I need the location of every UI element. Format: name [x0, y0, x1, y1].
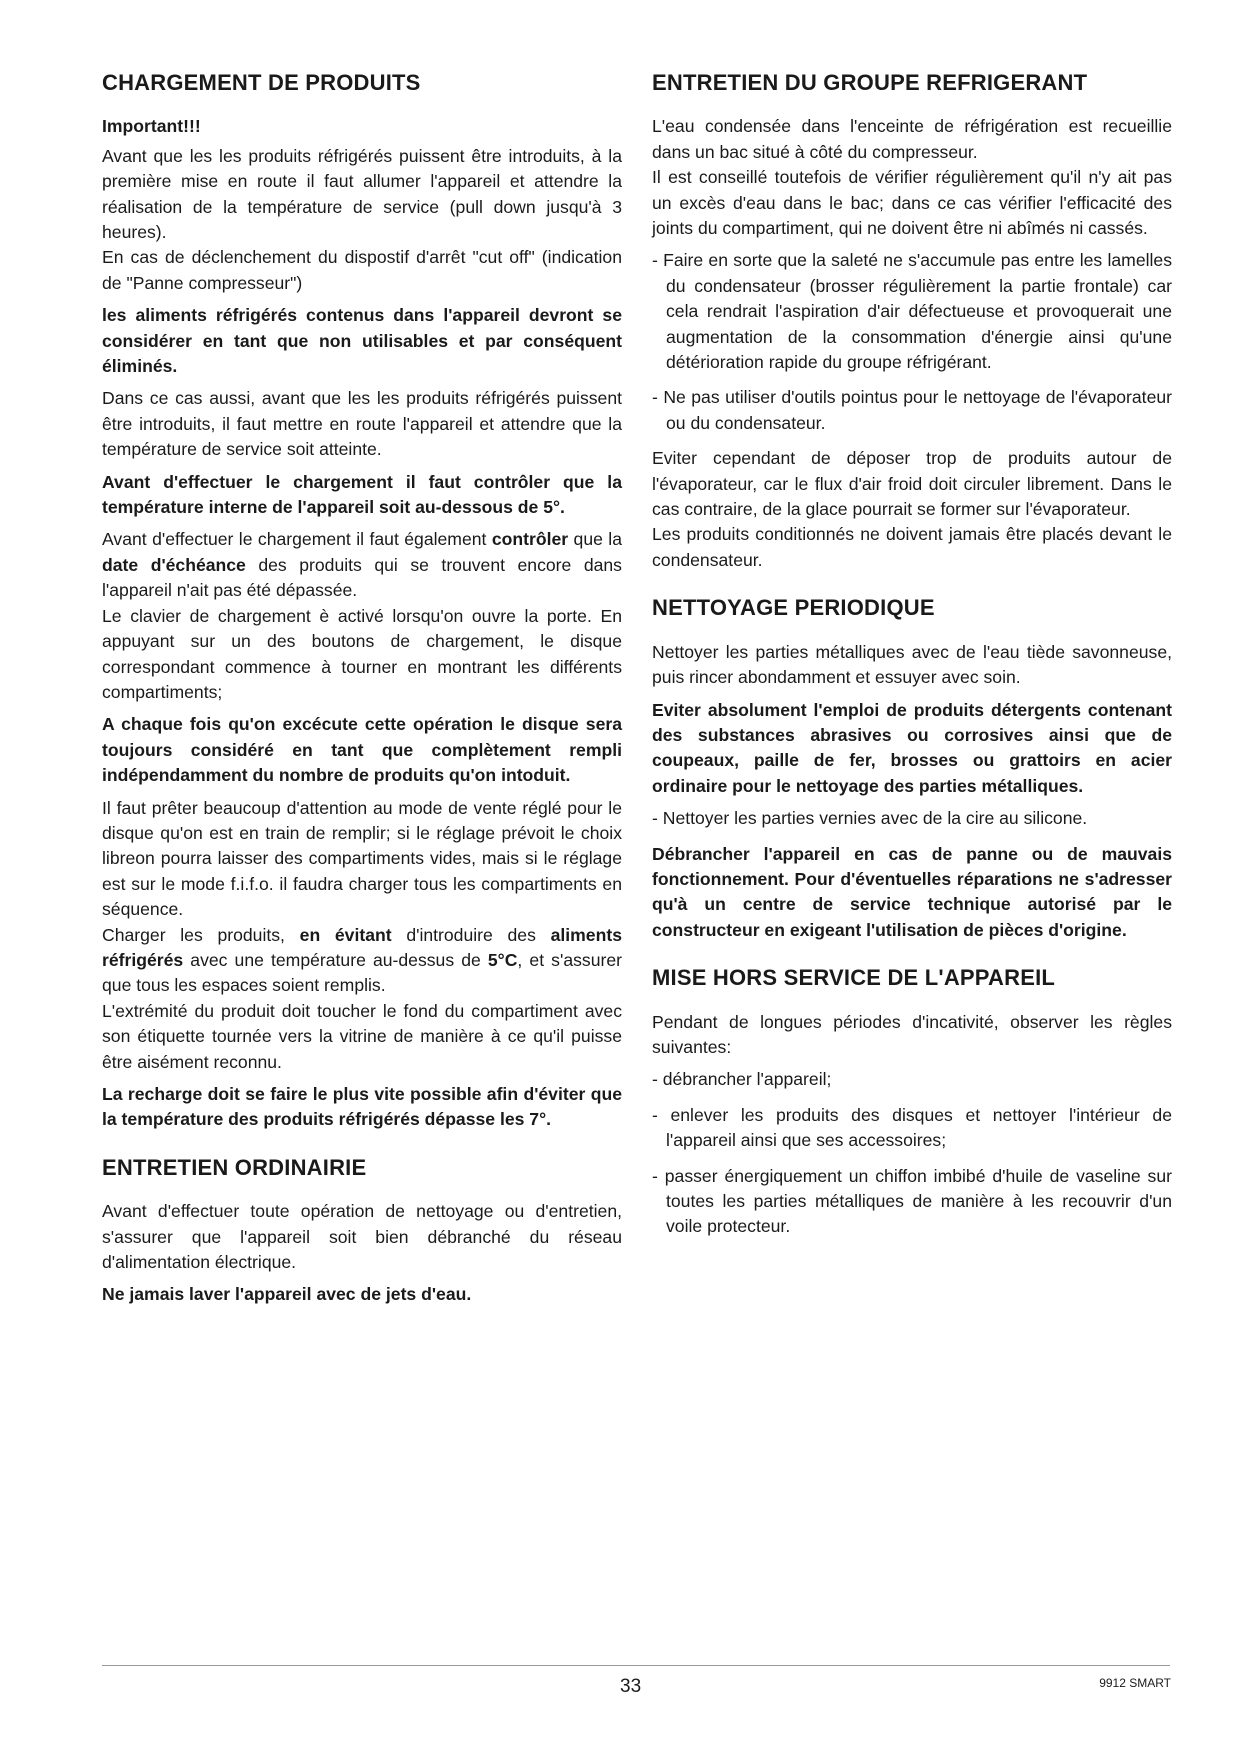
warning-paragraph: A chaque fois qu'on excécute cette opération le disque sera toujours considéré en tant que complètement rempli indépendamment du nombre de produits qu'on intoduit.: [102, 714, 622, 786]
heading-entretien-ordinaire: ENTRETIEN ORDINAIRIE: [102, 1154, 367, 1180]
paragraph: Les produits conditionnés ne doivent jamais être placés devant le condensateur.: [652, 524, 1172, 570]
model-code: 9912 SMART: [1099, 1676, 1171, 1690]
paragraph: Avant que les les produits réfrigérés puissent être introduits, à la première mise en route il faut allumer l'appareil et attendre la réalisation de la température de service (pull down jusqu'à 3 heures).: [102, 145, 622, 243]
paragraph: Dans ce cas aussi, avant que les les produits réfrigérés puissent être introduits, il faut mettre en route l'appareil et attendre que la température de service soit atteinte.: [102, 388, 622, 460]
warning-paragraph: Eviter absolument l'emploi de produits détergents contenant des substances abrasives ou corrosives ainsi que de coupeaux, paille de fer, brosses ou grattoirs en acier ordinaire pour le nettoyage des parties métalliques.: [652, 699, 1172, 796]
heading-groupe-refrigerant: ENTRETIEN DU GROUPE REFRIGERANT: [652, 70, 1088, 95]
warning-paragraph: Avant d'effectuer le chargement il faut contrôler que la température interne de l'appareil soit au-dessous de 5°.: [102, 471, 622, 518]
paragraph: Avant d'effectuer toute opération de nettoyage ou d'entretien, s'assurer que l'appareil soit bien débranché du réseau d'alimentation électrique.: [102, 1201, 622, 1273]
section-entretien-ordinaire: [102, 1155, 622, 1308]
list-item: - débrancher l'appareil;: [652, 1069, 832, 1090]
paragraph: Avant d'effectuer le chargement il faut également contrôler que la date d'échéance des produits qui se trouvent encore dans l'appareil n'ait pas été dépassée.: [102, 529, 622, 601]
paragraph: Le clavier de chargement è activé lorsqu'on ouvre la porte. En appuyant sur un des boutons de chargement, le disque correspondant commence à tourner en montrant les différents compartiments;: [102, 605, 622, 702]
page-number: 33: [620, 1676, 642, 1697]
paragraph: Nettoyer les parties métalliques avec de l'eau tiède savonneuse, puis rincer abondamment et essuyer avec soin.: [652, 641, 1172, 688]
warning-paragraph: Débrancher l'appareil en cas de panne ou de mauvais fonctionnement. Pour d'éventuelles réparations ne s'adresser qu'à un centre de service technique autorisé par le constructeur en exigeant l'utilisation de pièces d'origine.: [652, 843, 1172, 940]
paragraph: Pendant de longues périodes d'incativité, observer les règles suivantes:: [652, 1011, 1172, 1057]
heading-nettoyage-periodique: NETTOYAGE PERIODIQUE: [652, 595, 935, 621]
section-chargement: [102, 70, 622, 1133]
paragraph: Charger les produits, en évitant d'introduire des aliments réfrigérés avec une température au-dessus de 5°C, et s'assurer que tous les espaces soient remplis.: [102, 924, 622, 996]
heading-mise-hors-service: MISE HORS SERVICE DE L'APPAREIL: [652, 965, 1056, 991]
warning-paragraph: les aliments réfrigérés contenus dans l'appareil devront se considérer en tant que non utilisables et par conséquent éliminés.: [102, 305, 622, 377]
list-item: - enlever les produits des disques et nettoyer l'intérieur de l'appareil ainsi que ses accessoires;: [652, 1104, 1172, 1151]
paragraph: L'eau condensée dans l'enceinte de réfrigération est recueillie dans un bac situé à côté du compresseur.: [652, 116, 1172, 162]
left-column: [102, 70, 622, 1330]
paragraph: Il est conseillé toutefois de vérifier régulièrement qu'il n'y ait pas un excès d'eau dans le bac; dans ce cas vérifier l'efficacité des joints du compartiment, qui ne doivent être ni abîmés ni cassés.: [652, 167, 1172, 239]
paragraph: Il faut prêter beaucoup d'attention au mode de vente réglé pour le disque qu'on est en train de remplir; si le réglage prévoit le choix libreon pourra laisser des compartiments vides, mais si le réglage est sur le mode f.i.f.o. il faudra charger tous les compartiments en séquence.: [102, 797, 622, 920]
list-item: - Nettoyer les parties vernies avec de la cire au silicone.: [652, 808, 1088, 829]
section-mise-hors-service: [652, 965, 1172, 1240]
section-groupe-refrigerant: [652, 70, 1172, 573]
important-label: Important!!!: [102, 116, 201, 137]
list-item: - Ne pas utiliser d'outils pointus pour le nettoyage de l'évaporateur ou du condensateur.: [652, 387, 1172, 433]
paragraph: L'extrémité du produit doit toucher le fond du compartiment avec son étiquette tournée vers la vitrine de manière à ce qu'il puisse être aisément reconnu.: [102, 1000, 622, 1072]
warning-paragraph: Ne jamais laver l'appareil avec de jets d'eau.: [102, 1284, 472, 1305]
right-column: [652, 70, 1172, 1262]
section-nettoyage-periodique: [652, 595, 1172, 943]
footer-divider: [102, 1665, 1170, 1666]
warning-paragraph: La recharge doit se faire le plus vite possible afin d'éviter que la température des produits réfrigérés dépasse les 7°.: [102, 1084, 622, 1130]
paragraph: Eviter cependant de déposer trop de produits autour de l'évaporateur, car le flux d'air froid doit circuler librement. Dans le cas contraire, de la glace pourrait se former sur l'évaporateur.: [652, 448, 1172, 520]
list-item: - Faire en sorte que la saleté ne s'accumule pas entre les lamelles du condensateur (brosser régulièrement la partie frontale) car cela rendrait l'aspiration d'air défectueuse et provoquerait une augmentation de la consommation d'énergie ainsi qu'une détérioration rapide du groupe réfrigérant.: [652, 250, 1172, 373]
paragraph: En cas de déclenchement du dispostif d'arrêt "cut off" (indication de "Panne compresseur"): [102, 247, 622, 293]
heading-chargement: CHARGEMENT DE PRODUITS: [102, 70, 421, 95]
list-item: - passer énergiquement un chiffon imbibé d'huile de vaseline sur toutes les parties métalliques de manière à les recouvrir d'un voile protecteur.: [652, 1165, 1172, 1237]
